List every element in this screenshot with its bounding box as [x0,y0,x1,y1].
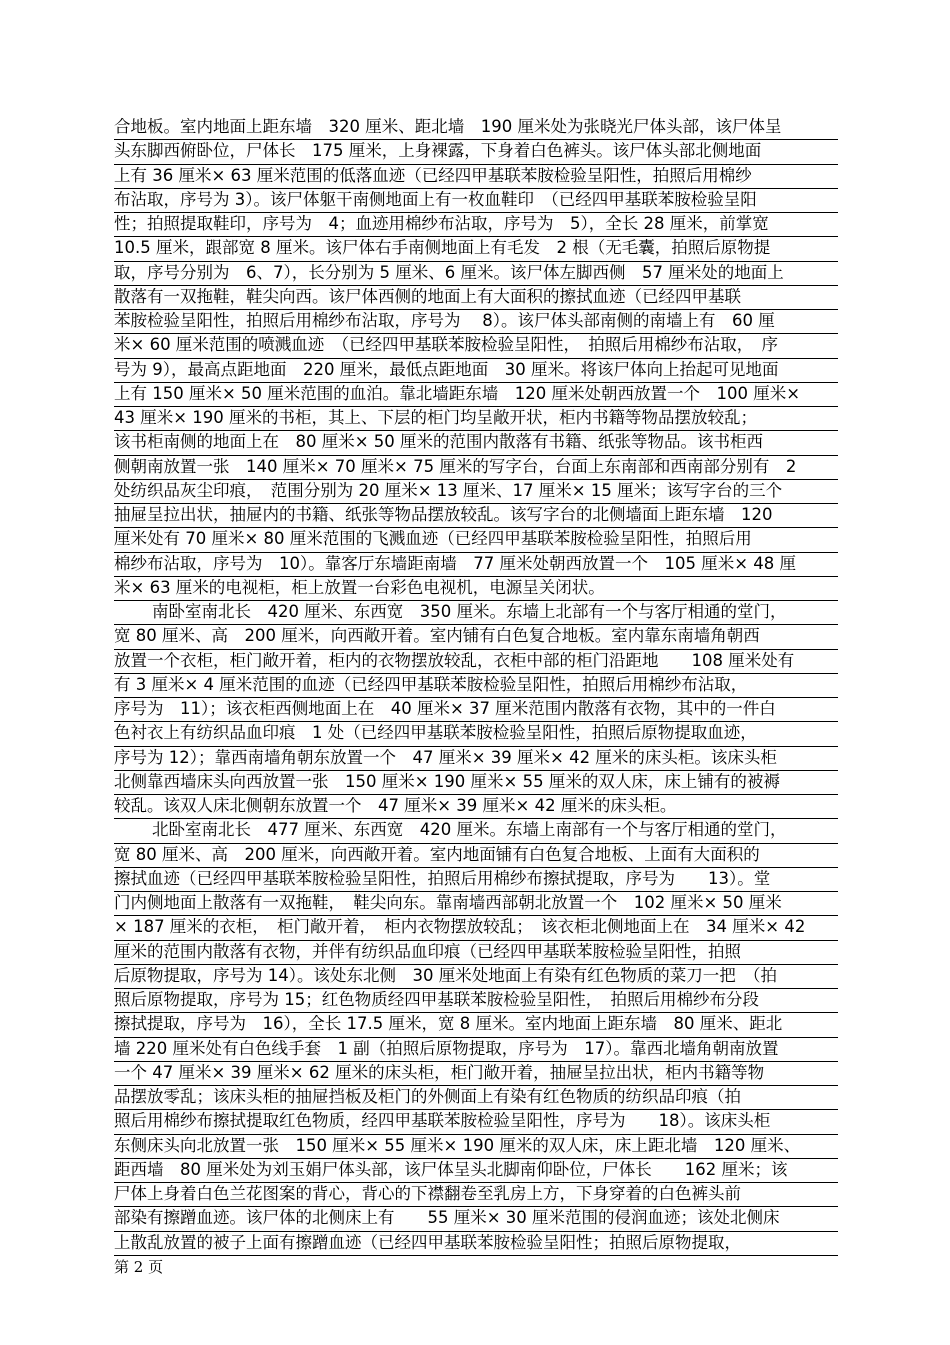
text-line: 照后用棉纱布擦拭提取红色物质，经四甲基联苯胺检验呈阳性，序号为 18）。该床头柜 [114,1110,838,1134]
text-line: 米× 60 厘米范围的喷溅血迹 （已经四甲基联苯胺检验呈阳性， 拍照后用棉纱布沾取， 序 [114,334,838,358]
text-line: 距西墙 80 厘米处为刘玉娟尸体头部，该尸体呈头北脚南仰卧位，尸体长 162 厘米；该 [114,1159,838,1183]
text-line: 上散乱放置的被子上面有擦蹭血迹（已经四甲基联苯胺检验呈阳性；拍照后原物提取， [114,1232,838,1256]
text-line: 合地板。室内地面上距东墙 320 厘米、距北墙 190 厘米处为张晓光尸体头部，该尸体呈 [114,116,838,140]
text-line: 色衬衣上有纺织品血印痕 1 处（已经四甲基联苯胺检验呈阳性，拍照后原物提取血迹， [114,722,838,746]
text-line: 米× 63 厘米的电视柜，柜上放置一台彩色电视机，电源呈关闭状。 [114,577,838,601]
text-line: 照后原物提取，序号为 15；红色物质经四甲基联苯胺检验呈阳性， 拍照后用棉纱布分段 [114,989,838,1013]
text-line: 宽 80 厘米、高 200 厘米，向西敞开着。室内铺有白色复合地板。室内靠东南墙角朝西 [114,625,838,649]
text-line: 放置一个衣柜，柜门敞开着，柜内的衣物摆放较乱，衣柜中部的柜门沿距地 108 厘米处有 [114,650,838,674]
text-line: 该书柜南侧的地面上在 80 厘米× 50 厘米的范围内散落有书籍、纸张等物品。该书柜西 [114,431,838,455]
text-line: 北卧室南北长 477 厘米、东西宽 420 厘米。东墙上南部有一个与客厅相通的堂门， [114,819,838,843]
text-line: 南卧室南北长 420 厘米、东西宽 350 厘米。东墙上北部有一个与客厅相通的堂门， [114,601,838,625]
text-line: 序号为 12）；靠西南墙角朝东放置一个 47 厘米× 39 厘米× 42 厘米的床头柜。该床头柜 [114,747,838,771]
text-line: 序号为 11）；该衣柜西侧地面上在 40 厘米× 37 厘米范围内散落有衣物，其中的一件白 [114,698,838,722]
text-line: 一个 47 厘米× 39 厘米× 62 厘米的床头柜，柜门敞开着，抽屉呈拉出状，柜内书籍等物 [114,1062,838,1086]
text-line: 苯胺检验呈阳性，拍照后用棉纱布沾取，序号为 8）。该尸体头部南侧的南墙上有 60 厘 [114,310,838,334]
text-line: 散落有一双拖鞋，鞋尖向西。该尸体西侧的地面上有大面积的擦拭血迹（已经四甲基联 [114,286,838,310]
text-line: 墙 220 厘米处有白色线手套 1 副（拍照后原物提取，序号为 17）。靠西北墙角朝南放置 [114,1038,838,1062]
text-line: 宽 80 厘米、高 200 厘米，向西敞开着。室内地面铺有白色复合地板、上面有大面积的 [114,844,838,868]
text-line: 擦拭血迹（已经四甲基联苯胺检验呈阳性，拍照后用棉纱布擦拭提取，序号为 13）。堂 [114,868,838,892]
text-line: 厘米的范围内散落有衣物，并伴有纺织品血印痕（已经四甲基联苯胺检验呈阳性，拍照 [114,941,838,965]
text-line: 头东脚西俯卧位，尸体长 175 厘米，上身裸露，下身着白色裤头。该尸体头部北侧地面 [114,140,838,164]
text-line: 门内侧地面上散落有一双拖鞋， 鞋尖向东。靠南墙西部朝北放置一个 102 厘米× 50 厘米 [114,892,838,916]
text-line: 上有 36 厘米× 63 厘米范围的低落血迹（已经四甲基联苯胺检验呈阳性，拍照后用棉纱 [114,165,838,189]
text-line: 较乱。该双人床北侧朝东放置一个 47 厘米× 39 厘米× 42 厘米的床头柜。 [114,795,838,819]
text-line: 东侧床头向北放置一张 150 厘米× 55 厘米× 190 厘米的双人床，床上距北墙 120 厘米、 [114,1135,838,1159]
text-line: 取，序号分别为 6、7），长分别为 5 厘米、6 厘米。该尸体左脚西侧 57 厘米处的地面上 [114,262,838,286]
text-line: 号为 9），最高点距地面 220 厘米，最低点距地面 30 厘米。将该尸体向上抬起可见地面 [114,359,838,383]
page-number: 第 2 页 [114,1258,164,1276]
text-line: 上有 150 厘米× 50 厘米范围的血泊。靠北墙距东墙 120 厘米处朝西放置一个 100 厘米× [114,383,838,407]
text-line: 尸体上身着白色兰花图案的背心，背心的下襟翻卷至乳房上方，下身穿着的白色裤头前 [114,1183,838,1207]
text-line: 有 3 厘米× 4 厘米范围的血迹（已经四甲基联苯胺检验呈阳性，拍照后用棉纱布沾取， [114,674,838,698]
text-line: 棉纱布沾取，序号为 10）。靠客厅东墙距南墙 77 厘米处朝西放置一个 105 厘米× 48 厘 [114,553,838,577]
text-line: 性；拍照提取鞋印，序号为 4；血迹用棉纱布沾取，序号为 5），全长 28 厘米，前掌宽 [114,213,838,237]
text-line: 厘米处有 70 厘米× 80 厘米范围的飞溅血迹（已经四甲基联苯胺检验呈阳性，拍照后用 [114,528,838,552]
text-line: 北侧靠西墙床头向西放置一张 150 厘米× 190 厘米× 55 厘米的双人床，床上铺有的被褥 [114,771,838,795]
document-body [114,116,838,1256]
text-line: 部染有擦蹭血迹。该尸体的北侧床上有 55 厘米× 30 厘米范围的侵润血迹；该处北侧床 [114,1207,838,1231]
text-line: 后原物提取，序号为 14）。该处东北侧 30 厘米处地面上有染有红色物质的菜刀一把 （拍 [114,965,838,989]
text-line: 品摆放零乱；该床头柜的抽屉挡板及柜门的外侧面上有染有红色物质的纺织品印痕（拍 [114,1086,838,1110]
text-line: 布沾取，序号为 3）。该尸体躯干南侧地面上有一枚血鞋印 （已经四甲基联苯胺检验呈阳 [114,189,838,213]
text-line: 10.5 厘米，跟部宽 8 厘米。该尸体右手南侧地面上有毛发 2 根（无毛囊，拍照后原物提 [114,237,838,261]
text-line: 处纺织品灰尘印痕， 范围分别为 20 厘米× 13 厘米、17 厘米× 15 厘米；该写字台的三个 [114,480,838,504]
text-line: 擦拭提取，序号为 16），全长 17.5 厘米，宽 8 厘米。室内地面上距东墙 80 厘米、距北 [114,1013,838,1037]
text-line: 43 厘米× 190 厘米的书柜，其上、下层的柜门均呈敞开状，柜内书籍等物品摆放较乱； [114,407,838,431]
text-line: × 187 厘米的衣柜， 柜门敞开着， 柜内衣物摆放较乱； 该衣柜北侧地面上在 34 厘米× 42 [114,916,838,940]
text-line: 侧朝南放置一张 140 厘米× 70 厘米× 75 厘米的写字台，台面上东南部和西南部分别有 2 [114,456,838,480]
text-line: 抽屉呈拉出状，抽屉内的书籍、纸张等物品摆放较乱。该写字台的北侧墙面上距东墙 120 [114,504,838,528]
